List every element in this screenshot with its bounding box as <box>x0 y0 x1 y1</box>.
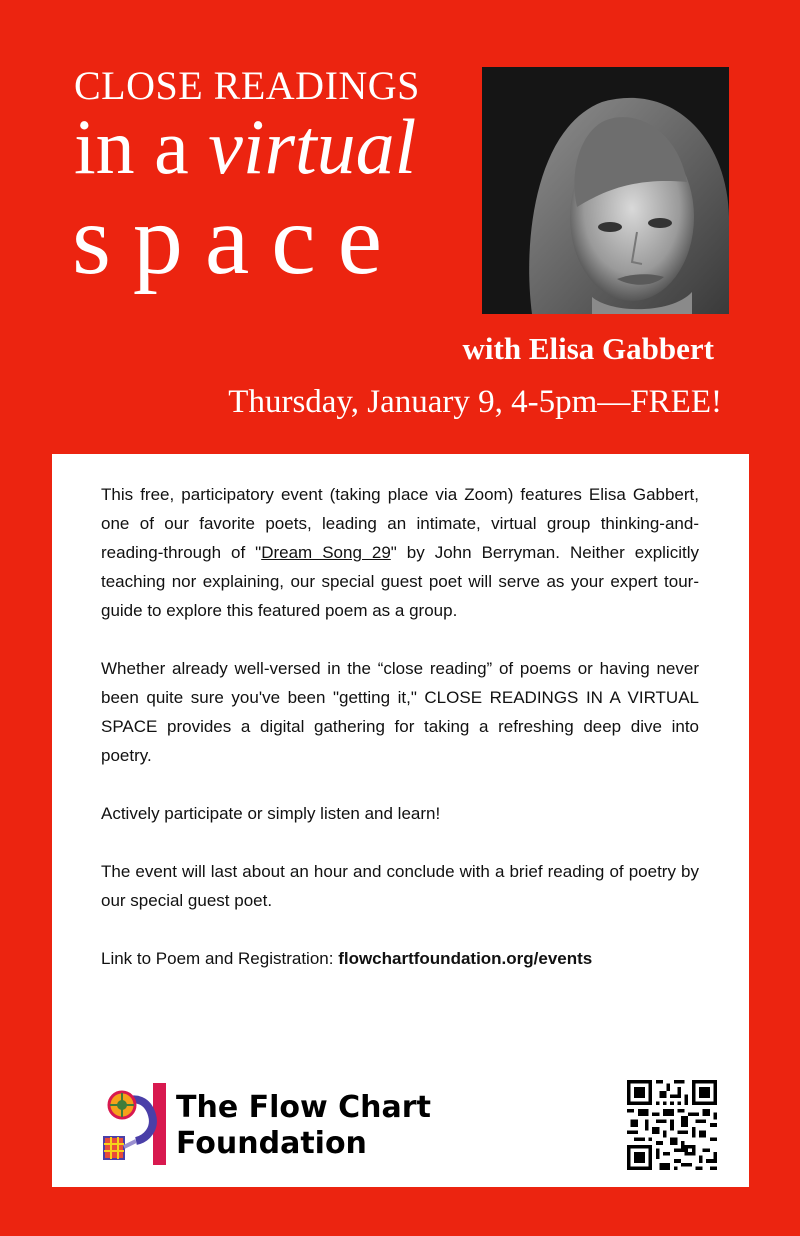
title-virtual: virtual <box>208 103 417 190</box>
org-name-line-1: The Flow Chart <box>176 1090 431 1125</box>
title-line-in-a-virtual <box>74 103 417 190</box>
registration-label: Link to Poem and Registration: <box>101 949 339 968</box>
p1-text-after: " by John Berryman. Neither explicitly teaching nor explaining, our special guest poet will serve as your expert tour-guide to explore this featured poem as a group. <box>101 543 699 620</box>
paragraph-3: Actively participate or simply listen and learn! <box>101 804 441 823</box>
event-description <box>101 480 699 1002</box>
paragraph-2: Whether already well-versed in the “close reading” of poems or having never been quite sure you've been "getting it," CLOSE READINGS IN A VIRTUAL SPACE provides a digital gathering for taking a refreshing deep dive into poetry. <box>101 659 699 765</box>
dream-song-link[interactable]: Dream Song 29 <box>261 543 391 562</box>
guest-portrait-photo <box>482 67 729 314</box>
organization-name <box>176 1090 431 1162</box>
title-in-a: in a <box>74 103 209 190</box>
p1-text-before: This free, participatory event (taking place via Zoom) features Elisa Gabbert, one of our favorite poets, leading an intimate, virtual group thinking-and-reading-through of " <box>101 485 699 562</box>
registration-url[interactable]: flowchartfoundation.org/events <box>338 949 593 968</box>
paragraph-4: The event will last about an hour and conclude with a brief reading of poetry by our special guest poet. <box>101 862 699 910</box>
flow-chart-foundation-logo <box>96 1077 186 1167</box>
org-name-line-2: Foundation <box>176 1126 367 1161</box>
event-date: Thursday, January 9, 4-5pm—FREE! <box>228 384 722 420</box>
paragraph-5 <box>101 944 699 973</box>
title-line-space: space <box>72 184 405 295</box>
info-panel <box>52 454 749 1187</box>
qr-code[interactable] <box>627 1080 717 1170</box>
qr-code-icon <box>627 1080 717 1170</box>
title-line-close-readings: CLOSE READINGS <box>74 63 420 108</box>
paragraph-1 <box>101 480 699 625</box>
guest-name: with Elisa Gabbert <box>462 331 714 366</box>
portrait-illustration <box>482 67 729 314</box>
flow-chart-logo-icon <box>96 1077 186 1167</box>
